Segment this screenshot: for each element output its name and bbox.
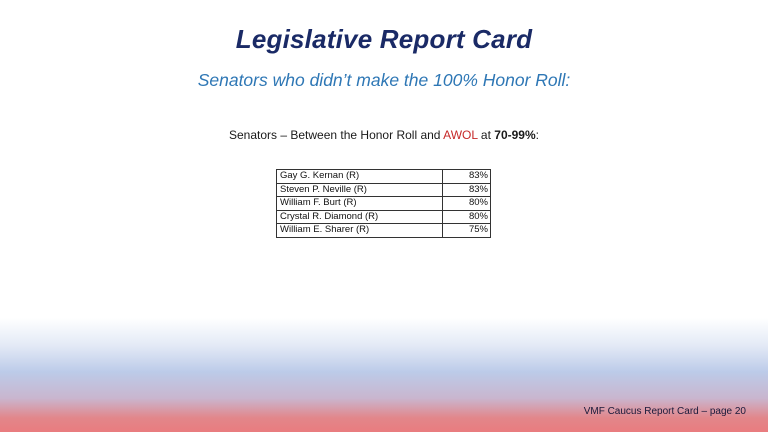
senator-score: 75%: [443, 224, 491, 238]
intro-text-2: at: [477, 128, 495, 142]
senator-score: 80%: [443, 210, 491, 224]
table-row: [277, 170, 491, 184]
table-row: [277, 197, 491, 211]
slide-title: Legislative Report Card: [235, 24, 533, 54]
senator-score-table: [276, 169, 491, 238]
senator-name: Crystal R. Diamond (R): [277, 210, 443, 224]
table-row: [277, 224, 491, 238]
table-row: [277, 183, 491, 197]
senator-score: 80%: [443, 197, 491, 211]
senator-score: 83%: [443, 183, 491, 197]
intro-line: [0, 128, 768, 142]
senator-name: William E. Sharer (R): [277, 224, 443, 238]
table-row: [277, 210, 491, 224]
senator-name: Gay G. Kernan (R): [277, 170, 443, 184]
senator-score: 83%: [443, 170, 491, 184]
range-label: 70-99%: [494, 128, 536, 142]
senator-name: Steven P. Neville (R): [277, 183, 443, 197]
awol-label: AWOL: [443, 128, 478, 142]
senator-name: William F. Burt (R): [277, 197, 443, 211]
slide-subtitle: Senators who didn’t make the 100% Honor Roll:: [197, 70, 571, 90]
intro-text-3: :: [535, 128, 539, 142]
intro-text-1: Senators – Between the Honor Roll and: [229, 128, 444, 142]
page-footer: VMF Caucus Report Card – page 20: [583, 406, 746, 417]
